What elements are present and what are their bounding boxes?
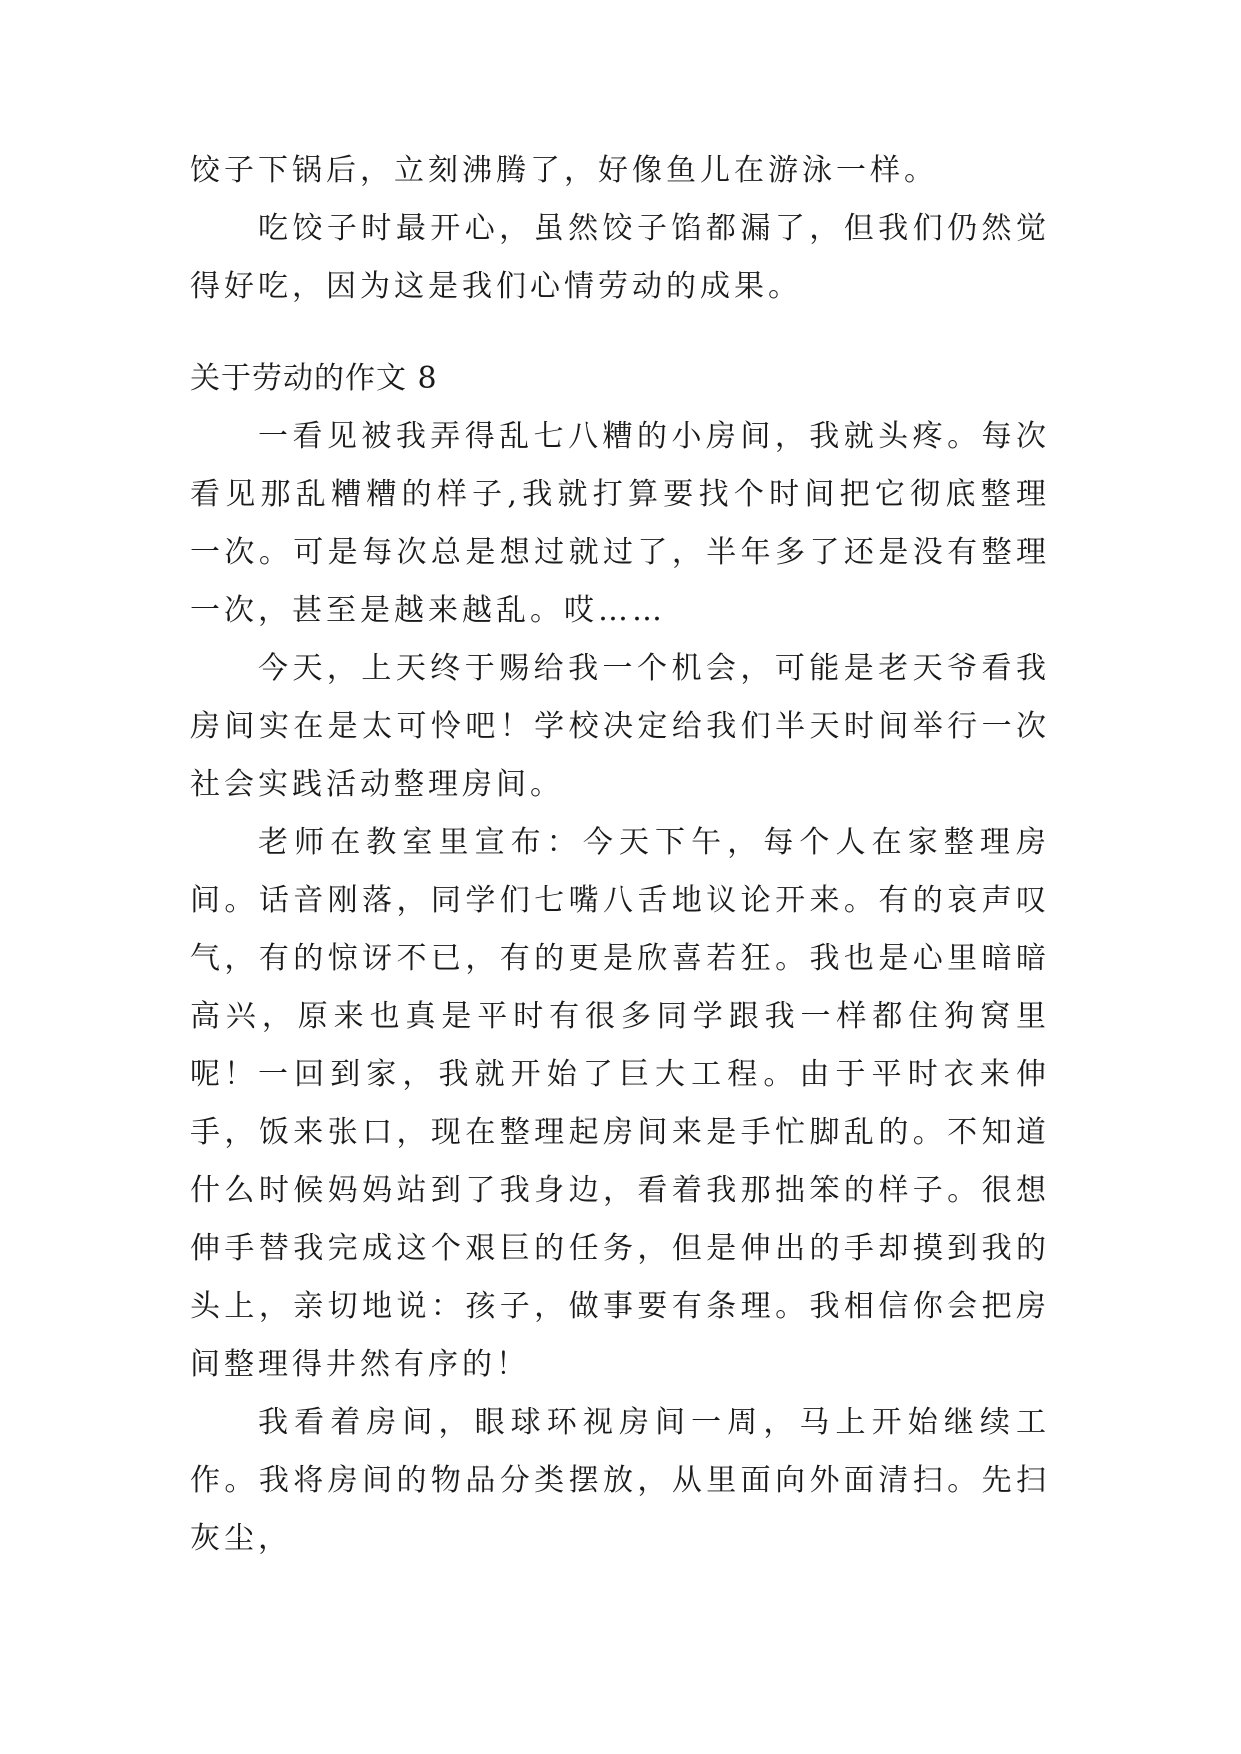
paragraph: 老师在教室里宣布：今天下午，每个人在家整理房间。话音刚落，同学们七嘴八舌地议论开来。有的哀声叹气，有的惊讶不已，有的更是欣喜若狂。我也是心里暗暗高兴，原来也真是平时有很多同学跟我一样都住狗窝里呢！ [190, 825, 1050, 1092]
paragraph: 一回到家，我就开始了巨大工程。由于平时衣来伸手，饭来张口，现在整理起房间来是手忙脚乱的。不知道什么时候妈妈站到了我身边，看着我那拙笨的样子。很想伸手替我完成这个艰巨的任务，但是伸出的手却摸到我的头上，亲切地说：孩子，做事要有条理。我相信你会把房间整理得井然有序的！ [190, 1057, 1050, 1382]
paragraph: 今天，上天终于赐给我一个机会，可能是老天爷看我房间实在是太可怜吧！学校决定给我们半天时间举行一次社会实践活动整理房间。 [190, 651, 1050, 802]
section-title: 关于劳动的作文 8 [190, 361, 438, 396]
paragraph-continued: 饺子下锅后，立刻沸腾了，好像鱼儿在游泳一样。 [190, 153, 938, 188]
paragraph: 我看着房间，眼球环视房间一周，马上开始继续工作。我将房间的物品分类摆放，从里面向外面清扫。先扫灰尘， [190, 1405, 1050, 1556]
paragraph: 吃饺子时最开心，虽然饺子馅都漏了，但我们仍然觉得好吃，因为这是我们心情劳动的成果。 [190, 211, 1050, 304]
paragraph: 一看见被我弄得乱七八糟的小房间，我就头疼。每次看见那乱糟糟的样子,我就打算要找个时间把它彻底整理一次。可是每次总是想过就过了，半年多了还是没有整理一次，甚至是越来越乱。哎…… [190, 419, 1050, 628]
